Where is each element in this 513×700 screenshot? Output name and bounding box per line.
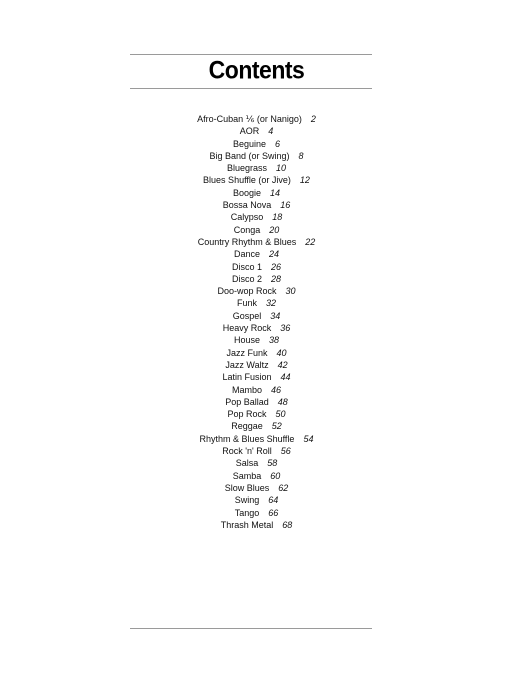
entry-title: Doo-wop Rock (217, 286, 277, 297)
entry-page-number: 32 (266, 298, 277, 309)
contents-entry (0, 457, 513, 469)
entry-title: Funk (236, 298, 257, 309)
entry-page-number: 26 (271, 261, 282, 272)
contents-entry (0, 347, 513, 359)
contents-entry (0, 322, 513, 334)
entry-page-number: 2 (310, 114, 316, 124)
contents-entry (0, 162, 513, 174)
entry-page-number: 42 (277, 359, 288, 370)
entry-title: Blues Shuffle (or Jive) (203, 175, 291, 186)
entry-page-number: 16 (280, 200, 291, 211)
entry-title: Pop Ballad (225, 396, 269, 407)
contents-entry (0, 224, 513, 236)
entry-title: Boogie (232, 187, 261, 198)
entry-page-number: 44 (280, 372, 291, 383)
contents-list (0, 113, 513, 531)
bottom-divider (130, 628, 372, 629)
contents-entry (0, 371, 513, 383)
entry-title: Tango (234, 507, 260, 518)
contents-entry (0, 433, 513, 445)
entry-page-number: 46 (271, 384, 282, 395)
contents-entry (0, 470, 513, 482)
entry-page-number: 30 (285, 286, 296, 297)
entry-title: Reggae (231, 421, 263, 432)
contents-entry (0, 211, 513, 223)
entry-page-number: 28 (271, 273, 282, 284)
contents-entry (0, 359, 513, 371)
contents-entry (0, 408, 513, 420)
contents-entry (0, 285, 513, 297)
entry-page-number: 22 (305, 236, 316, 247)
contents-entry (0, 310, 513, 322)
contents-entry (0, 113, 513, 125)
entry-title: Jazz Waltz (225, 359, 269, 370)
entry-page-number: 56 (280, 446, 291, 457)
entry-title: Jazz Funk (226, 347, 268, 358)
entry-title: Bluegrass (226, 163, 267, 174)
contents-entry (0, 125, 513, 137)
entry-title: Beguine (232, 138, 266, 149)
page-title: Contents (208, 55, 305, 84)
contents-entry (0, 420, 513, 432)
entry-page-number: 54 (303, 433, 314, 444)
contents-entry (0, 236, 513, 248)
entry-page-number: 50 (275, 409, 286, 420)
entry-page-number: 4 (268, 126, 274, 137)
entry-title: Slow Blues (224, 482, 270, 493)
entry-title: Disco 2 (231, 273, 262, 284)
entry-page-number: 18 (272, 212, 283, 223)
contents-entry (0, 507, 513, 519)
entry-page-number: 40 (276, 347, 287, 358)
contents-entry (0, 396, 513, 408)
contents-entry (0, 519, 513, 531)
entry-page-number: 36 (280, 323, 291, 334)
contents-entry (0, 261, 513, 273)
contents-entry (0, 445, 513, 457)
entry-page-number: 60 (270, 470, 281, 481)
entry-page-number: 20 (269, 224, 280, 235)
entry-page-number: 58 (267, 458, 278, 469)
contents-entry (0, 334, 513, 346)
entry-title: Dance (233, 249, 260, 260)
entry-title: Calypso (230, 212, 264, 223)
entry-title: Thrash Metal (220, 519, 274, 530)
entry-title: Conga (233, 224, 261, 235)
entry-title: Bossa Nova (222, 200, 272, 211)
contents-entry (0, 138, 513, 150)
contents-entry (0, 494, 513, 506)
contents-entry (0, 297, 513, 309)
entry-title: Country Rhythm & Blues (197, 236, 297, 247)
contents-entry (0, 187, 513, 199)
entry-title: Swing (234, 495, 260, 506)
top-divider (130, 54, 372, 55)
entry-title: Heavy Rock (222, 323, 272, 334)
entry-title: Pop Rock (227, 409, 267, 420)
entry-title: Afro-Cuban ⅙ (or Nanigo) (197, 114, 302, 124)
entry-title: House (233, 335, 260, 346)
entry-title: Rhythm & Blues Shuffle (199, 433, 295, 444)
entry-page-number: 66 (268, 507, 279, 518)
entry-title: Gospel (232, 310, 262, 321)
entry-title: AOR (239, 126, 260, 137)
entry-page-number: 34 (270, 310, 281, 321)
entry-title: Samba (232, 470, 262, 481)
entry-page-number: 12 (299, 175, 310, 186)
entry-page-number: 64 (268, 495, 279, 506)
entry-title: Mambo (231, 384, 262, 395)
contents-entry (0, 273, 513, 285)
contents-entry (0, 174, 513, 186)
entry-title: Big Band (or Swing) (209, 150, 290, 161)
title-divider (130, 88, 372, 89)
entry-page-number: 24 (269, 249, 280, 260)
entry-page-number: 10 (276, 163, 287, 174)
contents-entry (0, 482, 513, 494)
contents-entry (0, 248, 513, 260)
contents-entry (0, 150, 513, 162)
entry-page-number: 68 (282, 519, 293, 530)
contents-entry (0, 384, 513, 396)
entry-title: Latin Fusion (222, 372, 272, 383)
entry-title: Disco 1 (231, 261, 262, 272)
entry-page-number: 8 (298, 150, 304, 161)
entry-title: Salsa (235, 458, 259, 469)
entry-title: Rock 'n' Roll (222, 446, 272, 457)
entry-page-number: 52 (271, 421, 282, 432)
entry-page-number: 48 (277, 396, 288, 407)
contents-entry (0, 199, 513, 211)
entry-page-number: 6 (275, 138, 281, 149)
entry-page-number: 38 (269, 335, 280, 346)
entry-page-number: 62 (278, 482, 289, 493)
entry-page-number: 14 (270, 187, 281, 198)
